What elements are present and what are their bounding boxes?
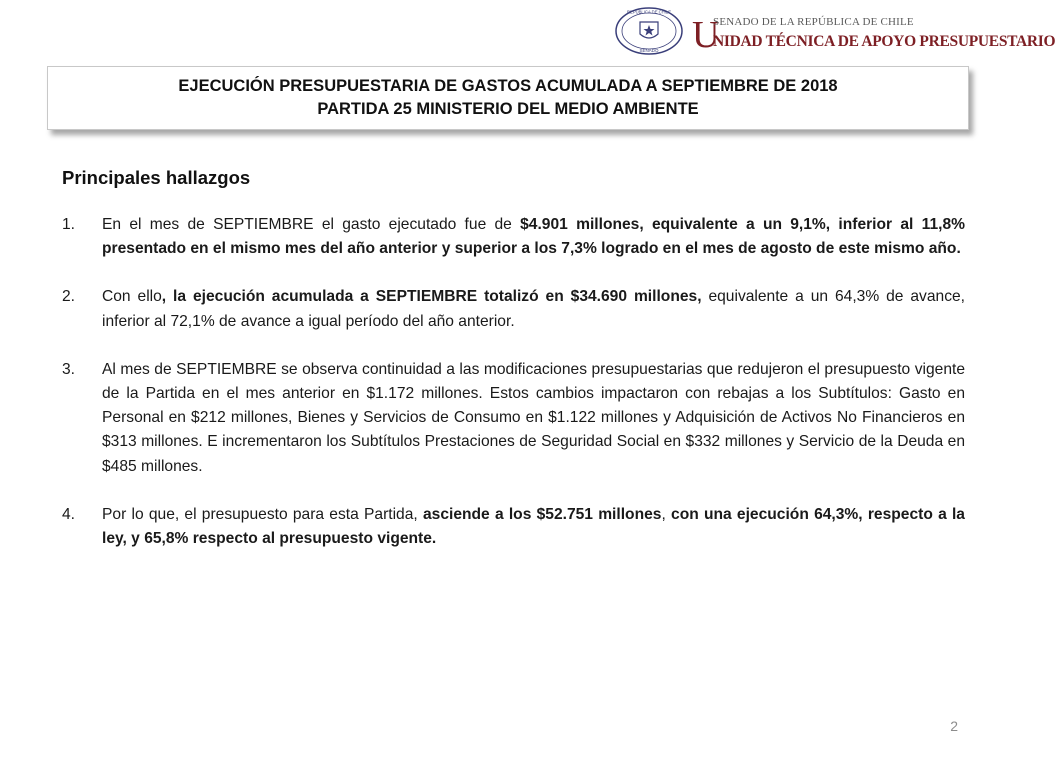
title-line-2: PARTIDA 25 MINISTERIO DEL MEDIO AMBIENTE <box>317 100 699 118</box>
finding-number: 4. <box>62 505 76 523</box>
title-box <box>47 66 969 130</box>
finding-text: , <box>661 505 672 523</box>
senado-seal-logo <box>614 6 684 56</box>
finding-text: equivalente a un 64,3% de avance, inferior al 72,1% de avance a igual período del año anterior. <box>102 288 965 330</box>
finding-text: Por lo que, el presupuesto para esta Partida, <box>102 505 423 523</box>
logo-unidad-text: NIDAD TÉCNICA DE APOYO PRESUPUESTARIO <box>713 33 1055 50</box>
finding-number: 3. <box>62 360 76 378</box>
seal-text-top: REPÚBLICA DE CHILE <box>627 9 671 15</box>
page-number: 2 <box>950 718 958 734</box>
finding-item <box>62 285 965 333</box>
findings-list <box>62 213 965 575</box>
finding-text-bold: asciende a los $52.751 millones <box>422 505 662 523</box>
finding-number: 2. <box>62 288 76 306</box>
finding-text: Con ello <box>102 288 162 306</box>
finding-text-bold: , la ejecución acumulada a SEPTIEMBRE totalizó en $34.690 millones, <box>161 288 702 306</box>
finding-text-bold: con una ejecución 64,3%, respecto a la ley, y 65,8% respecto al presupuesto vigente. <box>102 505 965 548</box>
finding-text: En el mes de SEPTIEMBRE el gasto ejecutado fue de <box>102 216 521 233</box>
logo-initial-text: U <box>692 14 720 56</box>
finding-text: Al mes de SEPTIEMBRE se observa continuidad a las modificaciones presupuestarias que redujeron el presupuesto vigente de la Partida en el mes anterior en $1.172 millones. Estos cambios impactaron con rebajas a los Subtítulos: Gasto en Personal en $212 millones, Bienes y Servicios de Consumo en $1.122 millones y Adquisición de Activos No Financieros en $313 millones. E incrementaron los Subtítulos Prestaciones de Seguridad Social en $332 millones y Servicio de la Deuda en $485 millones. <box>102 360 965 475</box>
finding-item <box>62 503 965 551</box>
finding-number: 1. <box>62 216 76 233</box>
finding-item <box>62 213 965 261</box>
finding-text-bold: $4.901 millones, equivalente a un 9,1%, inferior al 11,8% presentado en el mismo mes del año anterior y superior a los 7,3% logrado en el mes de agosto de este mismo año. <box>102 216 966 258</box>
logo-initial-u <box>692 14 720 56</box>
title-line-1: EJECUCIÓN PRESUPUESTARIA DE GASTOS ACUMULADA A SEPTIEMBRE DE 2018 <box>178 77 838 95</box>
seal-text-bottom: SENADO <box>639 48 659 53</box>
logo-senado-text: SENADO DE LA REPÚBLICA DE CHILE <box>713 16 914 28</box>
section-heading: Principales hallazgos <box>62 167 251 188</box>
finding-item <box>62 358 965 479</box>
